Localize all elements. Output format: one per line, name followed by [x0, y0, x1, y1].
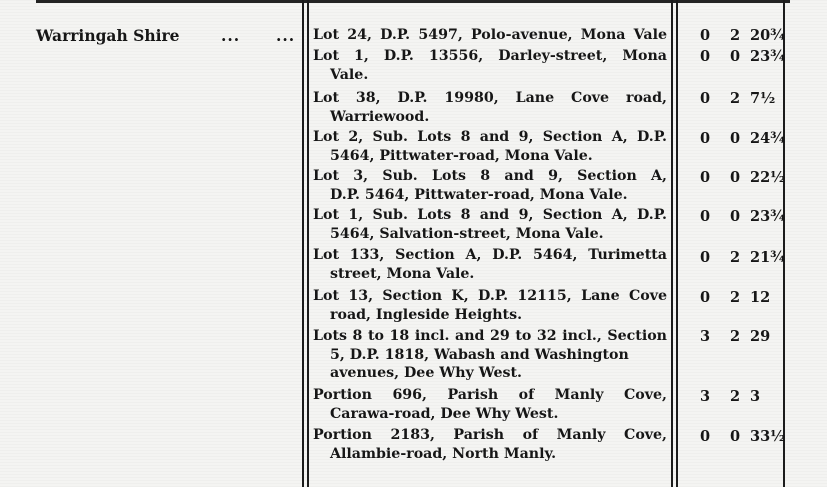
- roods: 0: [730, 208, 741, 225]
- description-line: street, Mona Vale.: [330, 265, 475, 282]
- acres: 3: [700, 388, 711, 405]
- acres: 0: [700, 249, 711, 266]
- description-line: Lot 133, Section A, D.P. 5464, Turimetta: [313, 247, 667, 263]
- land-description: [313, 246, 667, 283]
- description-line: Vale.: [330, 66, 369, 83]
- acres: 0: [700, 48, 711, 65]
- land-description: [313, 327, 667, 383]
- land-description: [313, 206, 667, 243]
- description-line: Lot 38, D.P. 19980, Lane Cove road,: [313, 90, 667, 106]
- leader-dots: ...: [276, 26, 296, 45]
- acres: 0: [700, 130, 711, 147]
- description-line: Lots 8 to 18 incl. and 29 to 32 incl., Section: [313, 328, 667, 344]
- description-line: Lot 1, D.P. 13556, Darley-street, Mona: [313, 48, 667, 64]
- description-line: Lot 3, Sub. Lots 8 and 9, Section A,: [313, 168, 667, 184]
- description-line: Warriewood.: [330, 108, 430, 125]
- description-line: Lot 2, Sub. Lots 8 and 9, Section A, D.P.: [313, 129, 667, 145]
- roods: 2: [730, 90, 741, 107]
- perches: 3: [750, 388, 761, 405]
- description-line: Lot 24, D.P. 5497, Polo-avenue, Mona Vale: [313, 27, 667, 43]
- perches: 23¾: [750, 48, 786, 65]
- column-divider: [671, 0, 673, 487]
- land-description: [313, 89, 667, 126]
- perches: 7½: [750, 90, 776, 107]
- acres: 3: [700, 328, 711, 345]
- column-divider: [307, 0, 309, 487]
- roods: 2: [730, 27, 741, 44]
- description-line: 5, D.P. 1818, Wabash and Washington: [330, 346, 629, 363]
- perches: 24¾: [750, 130, 786, 147]
- column-divider: [676, 0, 678, 487]
- acres: 0: [700, 169, 711, 186]
- land-description: [313, 47, 667, 84]
- land-description: [313, 287, 667, 324]
- roods: 2: [730, 328, 741, 345]
- description-line: Allambie-road, North Manly.: [330, 445, 557, 462]
- roods: 0: [730, 169, 741, 186]
- perches: 33½: [750, 428, 786, 445]
- land-description: [313, 26, 667, 45]
- land-description: [313, 128, 667, 165]
- perches: 21¾: [750, 249, 786, 266]
- description-line: 5464, Salvation-street, Mona Vale.: [330, 225, 604, 242]
- acres: 0: [700, 428, 711, 445]
- description-line: road, Ingleside Heights.: [330, 306, 523, 323]
- description-line: Portion 2183, Parish of Manly Cove,: [313, 427, 667, 443]
- perches: 20¾: [750, 27, 786, 44]
- column-divider: [783, 0, 785, 487]
- perches: 29: [750, 328, 771, 345]
- description-line: Lot 13, Section K, D.P. 12115, Lane Cove: [313, 288, 667, 304]
- perches: 12: [750, 289, 771, 306]
- leader-dots: ...: [221, 26, 241, 45]
- roods: 2: [730, 388, 741, 405]
- description-line: Carawa-road, Dee Why West.: [330, 405, 559, 422]
- roods: 0: [730, 130, 741, 147]
- roods: 2: [730, 249, 741, 266]
- shire-name: Warringah Shire: [36, 26, 180, 45]
- roods: 2: [730, 289, 741, 306]
- acres: 0: [700, 27, 711, 44]
- acres: 0: [700, 90, 711, 107]
- land-description: [313, 386, 667, 423]
- description-line: avenues, Dee Why West.: [330, 365, 522, 381]
- description-line: Portion 696, Parish of Manly Cove,: [313, 387, 667, 403]
- land-description: [313, 167, 667, 204]
- perches: 23¾: [750, 208, 786, 225]
- column-divider: [302, 0, 304, 487]
- land-description: [313, 426, 667, 463]
- acres: 0: [700, 289, 711, 306]
- roods: 0: [730, 428, 741, 445]
- description-line: D.P. 5464, Pittwater-road, Mona Vale.: [330, 186, 628, 203]
- description-line: Lot 1, Sub. Lots 8 and 9, Section A, D.P.: [313, 207, 667, 223]
- perches: 22½: [750, 169, 786, 186]
- roods: 0: [730, 48, 741, 65]
- description-line: 5464, Pittwater-road, Mona Vale.: [330, 147, 593, 164]
- acres: 0: [700, 208, 711, 225]
